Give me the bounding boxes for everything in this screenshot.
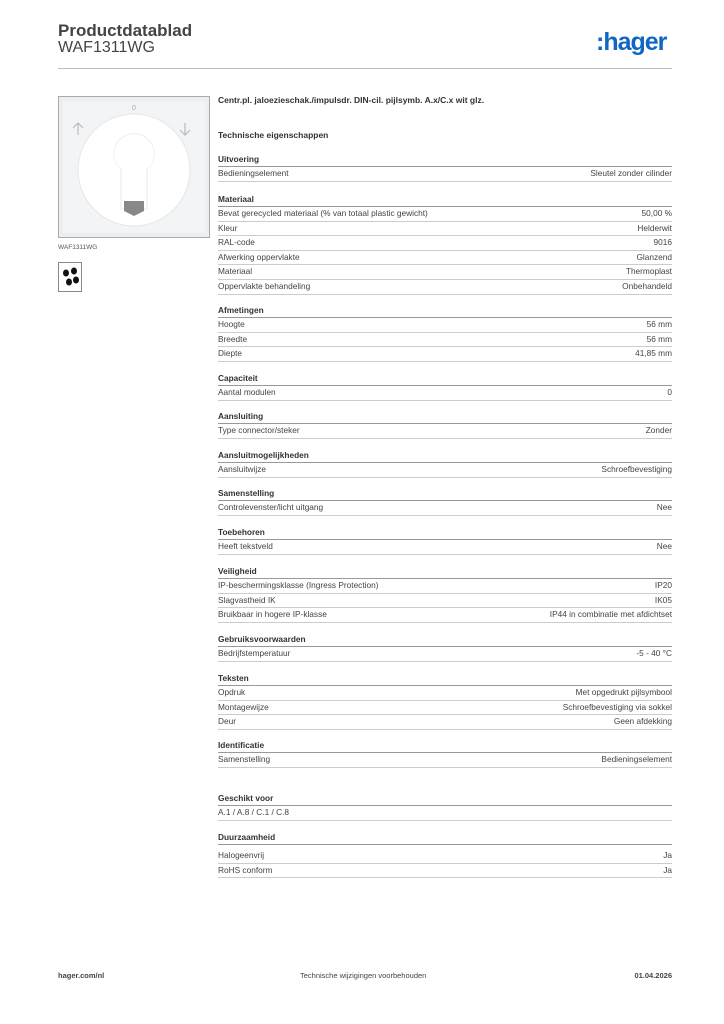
page-title: Productdatablad	[58, 21, 193, 40]
spec-row	[218, 265, 672, 280]
position-zero-mark: 0	[132, 105, 136, 112]
spec-row	[218, 386, 672, 401]
spec-label: Heeft tekstveld	[218, 541, 273, 551]
spec-value: Schroefbevestiging via sokkel	[562, 701, 672, 712]
section-heading: Capaciteit	[218, 372, 672, 386]
spec-row	[218, 647, 672, 662]
spec-section	[218, 153, 672, 182]
spec-row	[218, 222, 672, 237]
spec-value: 41,85 mm	[635, 348, 672, 359]
spec-section	[218, 633, 672, 662]
spec-row	[218, 701, 672, 716]
spec-row	[218, 849, 672, 864]
section-heading: Identificatie	[218, 739, 672, 753]
spec-label: Hoogte	[218, 319, 245, 329]
spec-label: Aansluitwijze	[218, 464, 266, 474]
spec-section	[218, 304, 672, 362]
section-heading: Uitvoering	[218, 153, 672, 167]
section-heading: Aansluiting	[218, 410, 672, 424]
spec-row	[218, 167, 672, 182]
spec-section	[218, 449, 672, 478]
spec-value: Onbehandeld	[622, 280, 672, 291]
spec-row	[218, 318, 672, 333]
spec-label: Samenstelling	[218, 754, 271, 764]
spec-label: Afwerking oppervlakte	[218, 251, 300, 262]
spec-value: Helderwit	[637, 222, 672, 233]
hager-logo: :hager	[596, 28, 667, 56]
spec-row	[218, 207, 672, 222]
spec-value: Ja	[663, 864, 672, 875]
spec-value: Ja	[663, 850, 672, 860]
section-heading: Gebruiksvoorwaarden	[218, 633, 672, 647]
spec-value: Geen afdekking	[613, 716, 672, 727]
spec-row	[218, 686, 672, 701]
spec-label: Deur	[218, 716, 236, 727]
spec-row	[218, 236, 672, 251]
technical-properties-heading: Technische eigenschappen	[218, 130, 329, 140]
spec-label: Type connector/steker	[218, 425, 300, 435]
spec-value: Schroefbevestiging	[601, 464, 672, 474]
header-divider	[58, 68, 672, 69]
image-caption: WAF1311WG	[58, 244, 98, 251]
spec-row	[218, 251, 672, 266]
spec-value: Bedieningselement	[601, 754, 672, 764]
spec-label: Halogeenvrij	[218, 850, 265, 860]
spec-section	[218, 792, 672, 821]
spec-value: 56 mm	[646, 319, 672, 329]
spec-value: Zonder	[645, 425, 672, 435]
spec-section	[218, 831, 672, 878]
spec-section	[218, 193, 672, 295]
footer-disclaimer: Technische wijzigingen voorbehouden	[300, 971, 427, 980]
spec-value: Nee	[656, 541, 672, 551]
section-heading: Toebehoren	[218, 526, 672, 540]
spec-label: Kleur	[218, 222, 238, 233]
spec-row	[218, 424, 672, 439]
spec-row	[218, 501, 672, 516]
spec-row	[218, 864, 672, 879]
section-heading: Duurzaamheid	[218, 831, 672, 845]
spec-label: RAL-code	[218, 237, 255, 248]
spec-label: Oppervlakte behandeling	[218, 280, 311, 291]
spec-value: 56 mm	[646, 333, 672, 344]
spec-row	[218, 608, 672, 623]
product-description: Centr.pl. jaloezieschak./impulsdr. DIN-cil. pijlsymb. A.x/C.x wit glz.	[218, 95, 485, 105]
spec-value: Thermoplast	[625, 266, 672, 277]
spec-value: IK05	[654, 594, 672, 605]
product-code: WAF1311WG	[58, 39, 155, 56]
spec-value: -5 - 40 °C	[636, 648, 672, 658]
spec-row	[218, 333, 672, 348]
spec-label: Opdruk	[218, 687, 246, 697]
section-heading: Aansluitmogelijkheden	[218, 449, 672, 463]
spec-row	[218, 715, 672, 730]
spec-label: Materiaal	[218, 266, 253, 277]
spec-label: Bedieningselement	[218, 168, 289, 178]
spec-row	[218, 463, 672, 478]
product-image	[58, 96, 210, 238]
spec-section	[218, 739, 672, 768]
spec-value: 9016	[653, 237, 672, 248]
spec-row	[218, 753, 672, 768]
ip-drops-icon	[58, 262, 82, 292]
section-heading: Veiligheid	[218, 565, 672, 579]
section-heading: Afmetingen	[218, 304, 672, 318]
footer-website-link[interactable]: hager.com/nl	[58, 971, 105, 980]
spec-label: Bedrijfstemperatuur	[218, 648, 291, 658]
spec-row	[218, 347, 672, 362]
spec-label: Diepte	[218, 348, 242, 359]
spec-label: IP-beschermingsklasse (Ingress Protection)	[218, 580, 379, 590]
spec-section	[218, 672, 672, 730]
spec-label: Aantal modulen	[218, 387, 276, 397]
spec-value: Glanzend	[636, 251, 672, 262]
spec-section	[218, 487, 672, 516]
section-heading: Materiaal	[218, 193, 672, 207]
section-heading: Geschikt voor	[218, 792, 672, 806]
spec-label: Montagewijze	[218, 701, 269, 712]
spec-value: Met opgedrukt pijlsymbool	[575, 687, 672, 697]
spec-label: Slagvastheid IK	[218, 594, 276, 605]
spec-label: Breedte	[218, 333, 248, 344]
spec-row	[218, 280, 672, 295]
spec-section	[218, 565, 672, 623]
spec-section	[218, 410, 672, 439]
spec-label: Bevat gerecycled materiaal (% van totaal plastic gewicht)	[218, 208, 428, 218]
spec-value: Nee	[656, 502, 672, 512]
section-heading: Samenstelling	[218, 487, 672, 501]
spec-value: IP20	[654, 580, 672, 590]
spec-label: RoHS conform	[218, 864, 273, 875]
spec-value: IP44 in combinatie met afdichtset	[549, 609, 672, 620]
spec-label: Bruikbaar in hogere IP-klasse	[218, 609, 327, 620]
spec-value: 50,00 %	[641, 208, 672, 218]
spec-value: 0	[667, 387, 672, 397]
spec-row	[218, 806, 672, 821]
spec-label: Controlevenster/licht uitgang	[218, 502, 324, 512]
spec-row	[218, 579, 672, 594]
spec-row	[218, 540, 672, 555]
spec-section	[218, 526, 672, 555]
spec-label: A.1 / A.8 / C.1 / C.8	[218, 807, 290, 817]
footer-date: 01.04.2026	[634, 971, 672, 980]
spec-row	[218, 594, 672, 609]
spec-value: Sleutel zonder cilinder	[590, 168, 672, 178]
section-heading: Teksten	[218, 672, 672, 686]
spec-section	[218, 372, 672, 401]
